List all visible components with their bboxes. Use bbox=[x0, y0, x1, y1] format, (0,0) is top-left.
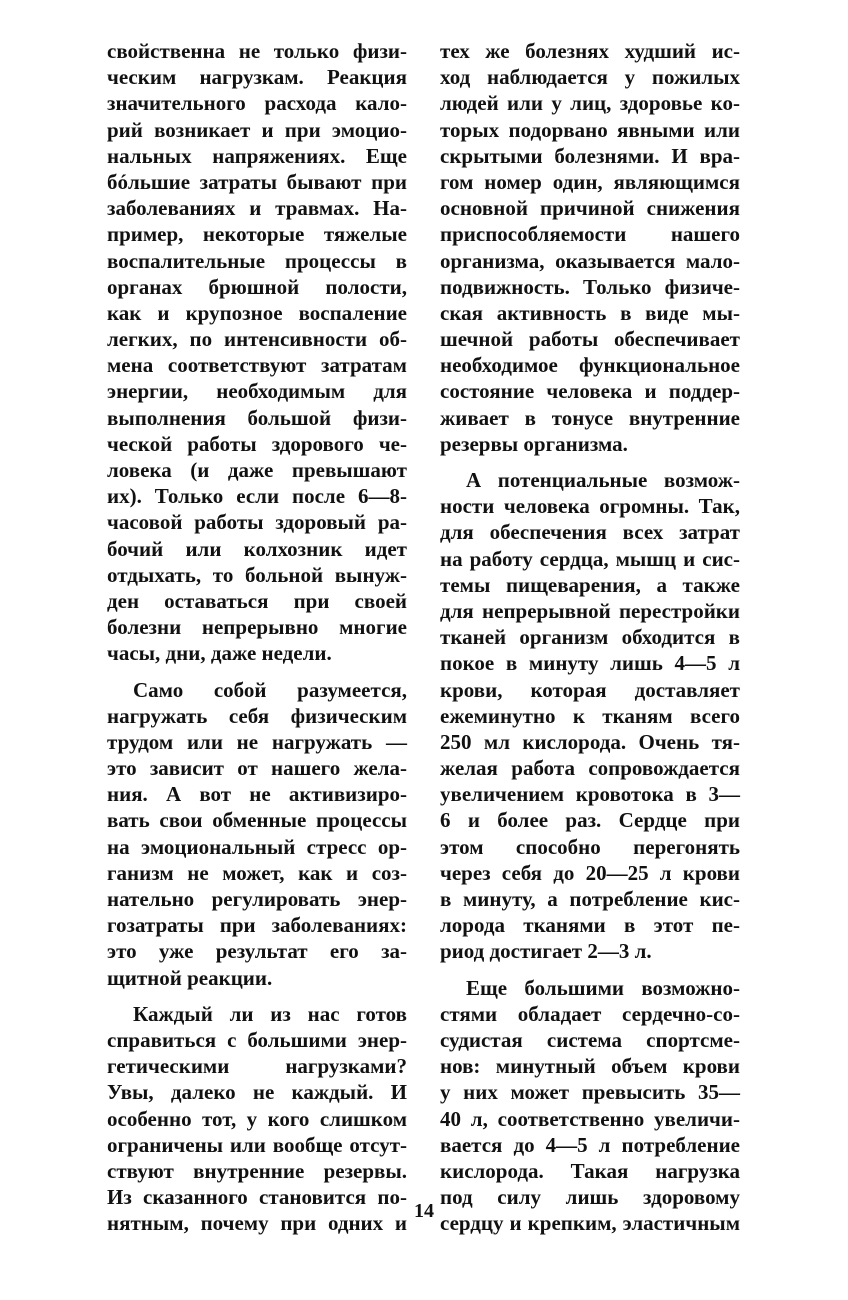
text-line: темы пищеварения, а также bbox=[440, 572, 740, 597]
text-line: у них может превысить 35— bbox=[440, 1080, 740, 1105]
text-line: тех же болезнях худший ис- bbox=[440, 39, 740, 63]
text-line: бóльшие затраты бывают при bbox=[107, 169, 407, 194]
text-line: ход наблюдается у пожилых bbox=[440, 65, 740, 90]
text-line: их). Только если после 6—8- bbox=[107, 484, 407, 509]
text-line: 40 л, соответственно увеличи- bbox=[440, 1106, 740, 1131]
text-line: выполнения большой физи- bbox=[107, 405, 407, 430]
text-line: сердцу и крепким, эластичным bbox=[440, 1211, 740, 1236]
text-line: ежеминутно к тканям всего bbox=[440, 703, 740, 728]
text-line: нятным, почему при одних и bbox=[107, 1211, 407, 1236]
text-line: нальных напряжениях. Еще bbox=[107, 143, 407, 168]
text-line: мена соответствуют затратам bbox=[107, 353, 407, 378]
text-line: ограничены или вообще отсут- bbox=[107, 1132, 407, 1157]
text-line: состояние человека и поддер- bbox=[440, 379, 740, 404]
text-line: вать свои обменные процессы bbox=[107, 808, 407, 833]
text-line: щитной реакции. bbox=[107, 965, 273, 990]
right-column bbox=[440, 38, 740, 1236]
text-line: через себя до 20—25 л крови bbox=[440, 860, 740, 885]
text-line: часы, дни, даже недели. bbox=[107, 641, 332, 666]
text-line: отдыхать, то больной вынуж- bbox=[107, 562, 407, 587]
text-line: кислорода. Такая нагрузка bbox=[440, 1158, 740, 1183]
text-line: это уже результат его за- bbox=[107, 939, 407, 964]
text-line: подвижность. Только физиче- bbox=[440, 274, 740, 299]
text-line: гозатраты при заболеваниях: bbox=[107, 913, 407, 938]
text-line: людей или у лиц, здоровье ко- bbox=[440, 91, 740, 116]
text-line: желая работа сопровождается bbox=[440, 756, 740, 781]
text-line: бочий или колхозник идет bbox=[107, 536, 407, 561]
text-line: свойственна не только физи- bbox=[107, 39, 407, 63]
text-line: Каждый ли из нас готов bbox=[133, 1001, 407, 1026]
text-line: вается до 4—5 л потребление bbox=[440, 1132, 740, 1157]
text-line: болезни непрерывно многие bbox=[107, 615, 407, 640]
text-line: для обеспечения всех затрат bbox=[440, 520, 740, 545]
text-line: значительного расхода кало- bbox=[107, 91, 407, 116]
text-line: ская активность в виде мы- bbox=[440, 300, 740, 325]
text-line: легких, по интенсивности об- bbox=[107, 327, 407, 352]
text-line: трудом или не нагружать — bbox=[107, 729, 407, 754]
text-line: Увы, далеко не каждый. И bbox=[107, 1080, 407, 1105]
text-line: нагружать себя физическим bbox=[107, 703, 407, 728]
text-line: судистая система спортсме- bbox=[440, 1027, 740, 1052]
text-line: гом номер один, являющимся bbox=[440, 169, 740, 194]
text-line: риод достигает 2—3 л. bbox=[440, 939, 652, 964]
text-line: на эмоциональный стресс ор- bbox=[107, 834, 407, 859]
left-column bbox=[107, 38, 407, 1236]
text-line: заболеваниях и травмах. На- bbox=[107, 196, 407, 221]
text-line: шечной работы обеспечивает bbox=[440, 327, 740, 352]
paragraph bbox=[107, 38, 407, 667]
paragraph bbox=[440, 467, 740, 965]
text-line: ствуют внутренние резервы. bbox=[107, 1158, 407, 1183]
text-line: А потенциальные возмож- bbox=[466, 468, 740, 492]
text-line: ганизм не может, как и соз- bbox=[107, 860, 407, 885]
text-line: ния. А вот не активизиро- bbox=[107, 782, 407, 807]
text-line: нательно регулировать энер- bbox=[107, 887, 407, 911]
text-line: Еще большими возможно- bbox=[466, 975, 740, 1000]
text-line: нов: минутный объем крови bbox=[440, 1054, 740, 1079]
page-number: 14 bbox=[414, 1200, 434, 1222]
text-line: крови, которая доставляет bbox=[440, 677, 740, 702]
text-line: органах брюшной полости, bbox=[107, 274, 407, 299]
paragraph bbox=[107, 677, 407, 991]
text-line: это зависит от нашего жела- bbox=[107, 756, 407, 781]
text-line: необходимое функциональное bbox=[440, 353, 740, 378]
text-line: торых подорвано явными или bbox=[440, 117, 740, 142]
text-line: воспалительные процессы в bbox=[107, 248, 407, 273]
paragraph bbox=[440, 38, 740, 457]
text-line: на работу сердца, мышц и сис- bbox=[440, 546, 740, 571]
text-line: рий возникает и при эмоцио- bbox=[107, 117, 407, 142]
text-line: справиться с большими энер- bbox=[107, 1027, 407, 1052]
text-line: увеличением кровотока в 3— bbox=[440, 782, 740, 807]
text-line: стями обладает сердечно-со- bbox=[440, 1001, 740, 1026]
text-line: в минуту, а потребление кис- bbox=[440, 887, 740, 911]
text-line: приспособляемости нашего bbox=[440, 222, 740, 247]
text-line: ности человека огромны. Так, bbox=[440, 494, 740, 519]
paragraph bbox=[440, 975, 740, 1237]
text-line: основной причиной снижения bbox=[440, 196, 740, 221]
text-line: резервы организма. bbox=[440, 431, 628, 456]
text-line: ловека (и даже превышают bbox=[107, 458, 407, 482]
text-line: этом способно перегонять bbox=[440, 834, 740, 859]
text-line: для непрерывной перестройки bbox=[440, 598, 740, 623]
text-line: покое в минуту лишь 4—5 л bbox=[440, 651, 740, 676]
text-line: лорода тканями в этот пе- bbox=[440, 913, 740, 938]
text-line: пример, некоторые тяжелые bbox=[107, 222, 407, 247]
text-line: 6 и более раз. Сердце при bbox=[440, 808, 740, 833]
text-line: как и крупозное воспаление bbox=[107, 300, 407, 325]
text-line: организма, оказывается мало- bbox=[440, 248, 740, 273]
text-line: 250 мл кислорода. Очень тя- bbox=[440, 729, 740, 754]
text-line: ческим нагрузкам. Реакция bbox=[107, 65, 407, 90]
text-line: Из сказанного становится по- bbox=[107, 1185, 407, 1210]
text-line: живает в тонусе внутренние bbox=[440, 405, 740, 430]
text-line: под силу лишь здоровому bbox=[440, 1185, 740, 1210]
text-line: особенно тот, у кого слишком bbox=[107, 1106, 407, 1131]
text-line: энергии, необходимым для bbox=[107, 379, 407, 404]
text-line: Само собой разумеется, bbox=[133, 677, 407, 702]
text-line: скрытыми болезнями. И вра- bbox=[440, 143, 740, 168]
text-line: ден оставаться при своей bbox=[107, 588, 407, 613]
text-line: тканей организм обходится в bbox=[440, 625, 740, 650]
text-line: часовой работы здоровый ра- bbox=[107, 510, 407, 535]
text-line: ческой работы здорового че- bbox=[107, 431, 407, 456]
text-line: гетическими нагрузками? bbox=[107, 1054, 407, 1079]
